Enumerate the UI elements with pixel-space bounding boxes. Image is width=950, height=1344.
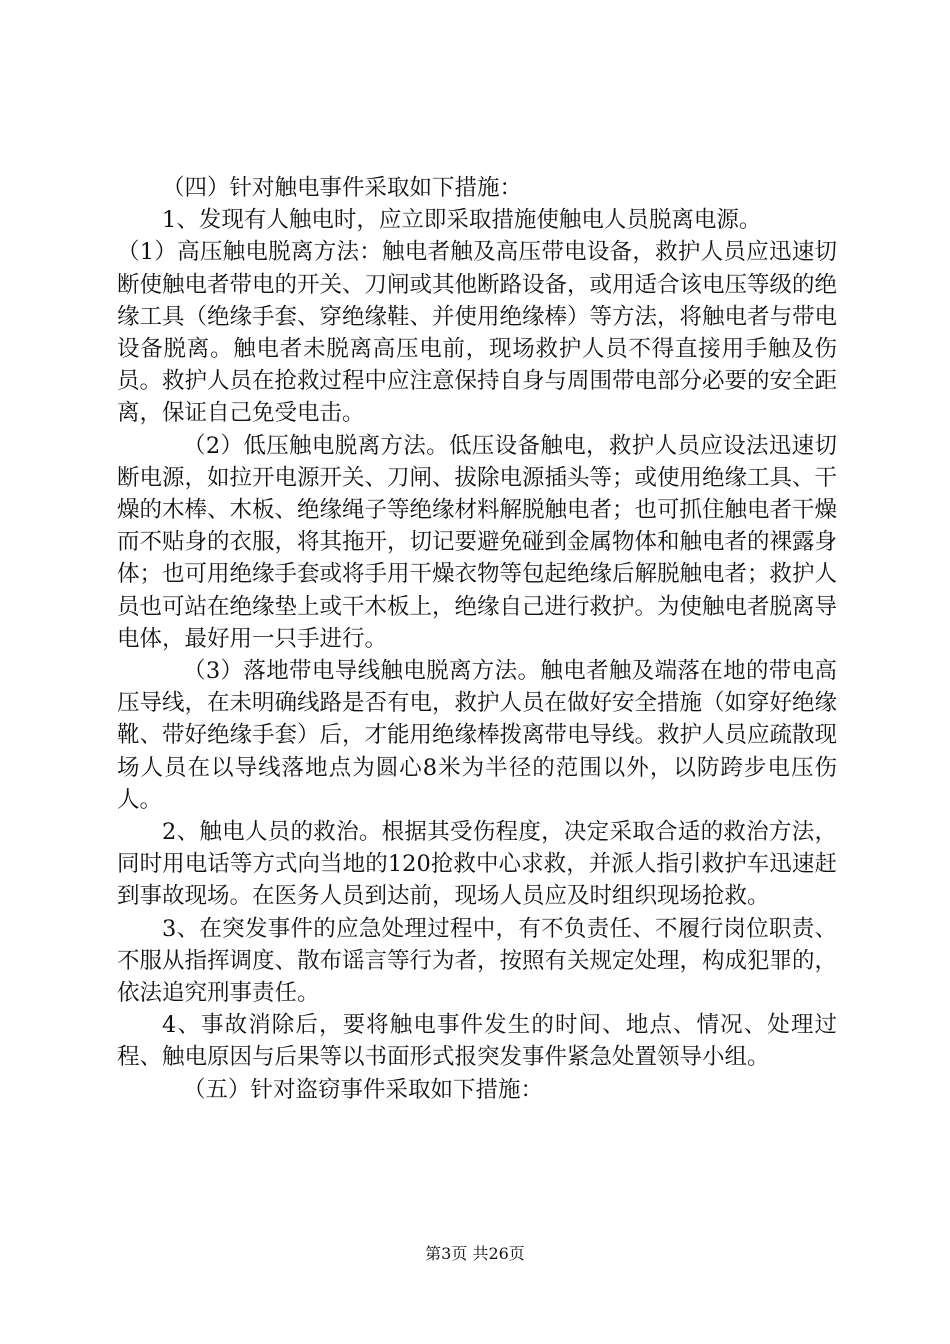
- paragraph-item-1: 1、发现有人触电时，应立即采取措施使触电人员脱离电源。: [162, 207, 762, 234]
- paragraph-item-3: 3、在突发事件的应急处理过程中，有不负责任、不履行岗位职责、不服从指挥调度、散布谣言等行为者，按照有关规定处理，构成犯罪的，依法追究刑事责任。: [117, 915, 838, 1007]
- paragraph-item-2: 2、触电人员的救治。根据其受伤程度，决定采取合适的救治方法，同时用电话等方式向当地的120抢救中心求救，并派人指引救护车迅速赶到事故现场。在医务人员到达前，现场人员应及时组织现场抢救。: [117, 819, 837, 910]
- section-heading-4: （四）针对触电事件采取如下措施：: [162, 175, 523, 201]
- page-footer: 第3页 共26页: [425, 1244, 525, 1263]
- paragraph-high-voltage: （1）高压触电脱离方法：触电者触及高压带电设备，救护人员应迅速切断使触电者带电的开关、刀闸或其他断路设备，或用适合该电压等级的绝缘工具（绝缘手套、穿绝缘鞋、并使用绝缘棒）等方法，将触电者与带电设备脱离。触电者未脱离高压电前，现场救护人员不得直接用手触及伤员。救护人员在抢救过程中应注意保持自身与周围带电部分必要的安全距离，保证自己免受电击。: [117, 239, 838, 427]
- section-heading-5: （五）针对盗窃事件采取如下措施：: [183, 1076, 544, 1103]
- paragraph-low-voltage: （2）低压触电脱离方法。低压设备触电，救护人员应设法迅速切断电源，如拉开电源开关、刀闸、拔除电源插头等；或使用绝缘工具、干燥的木棒、木板、绝缘绳子等绝缘材料解脱触电者；也可抓住触电者干燥而不贴身的衣服，将其拖开，切记要避免碰到金属物体和触电者的裸露身体；也可用绝缘手套或将手用干燥衣物等包起绝缘后解脱触电者；救护人员也可站在绝缘垫上或干木板上，绝缘自己进行救护。为使触电者脱离导电体，最好用一只手进行。: [117, 432, 838, 652]
- paragraph-item-4: 4、事故消除后，要将触电事件发生的时间、地点、情况、处理过程、触电原因与后果等以书面形式报突发事件紧急处置领导小组。: [117, 1012, 837, 1071]
- paragraph-fallen-wire: （3）落地带电导线触电脱离方法。触电者触及端落在地的带电高压导线，在未明确线路是否有电，救护人员在做好安全措施（如穿好绝缘靴、带好绝缘手套）后，才能用绝缘棒拨离带电导线。救护人员应疏散现场人员在以导线落地点为圆心8米为半径的范围以外，以防跨步电压伤人。: [117, 658, 838, 813]
- document-body: [117, 172, 837, 1106]
